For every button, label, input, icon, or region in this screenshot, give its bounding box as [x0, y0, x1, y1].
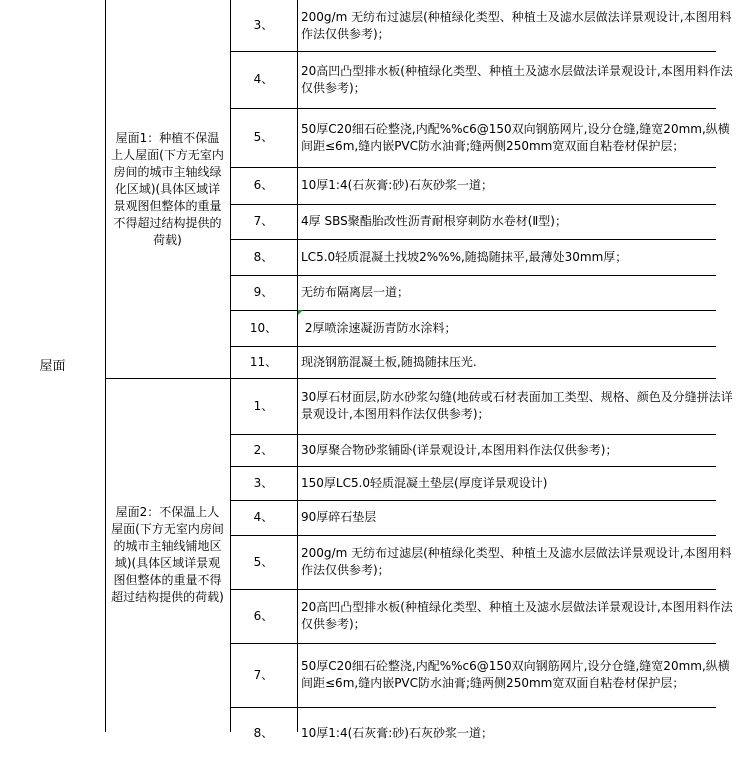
- row-number-cell[interactable]: [230, 204, 297, 239]
- row-description: 30厚聚合物砂浆铺卧(详景观设计,本图用料作法仅供参考)；: [301, 442, 618, 457]
- row-number-cell[interactable]: [230, 51, 297, 108]
- row-number: 3、: [253, 18, 274, 32]
- row-number-cell[interactable]: [230, 239, 297, 275]
- row-number-cell[interactable]: [230, 310, 297, 346]
- row-description-cell[interactable]: [297, 310, 756, 346]
- row-number-cell[interactable]: [230, 108, 297, 167]
- category-label: 屋面: [39, 358, 66, 374]
- row-number: 5、: [253, 554, 274, 569]
- row-description: 现浇钢筋混凝土板,随捣随抹压光.: [301, 354, 477, 369]
- row-number: 5、: [253, 130, 274, 144]
- row-description-cell[interactable]: [297, 239, 756, 275]
- group-1-name: 屋面1：种植不保温上人屋面(下方无室内房间的城市主轴线绿化区域)(具体区域详景观图但整体的重量不得超过结构提供的荷载): [111, 130, 224, 247]
- row-description-cell[interactable]: [297, 167, 756, 204]
- row-description: 90厚碎石垫层: [301, 510, 377, 524]
- row-description-cell[interactable]: [297, 434, 756, 466]
- row-divider: [230, 378, 716, 379]
- row-description-cell[interactable]: [297, 500, 756, 535]
- row-description-cell[interactable]: [297, 535, 756, 589]
- row-number-cell[interactable]: [230, 466, 297, 500]
- row-number-cell[interactable]: [230, 346, 297, 378]
- row-number-cell[interactable]: [230, 589, 297, 643]
- row-description-cell[interactable]: [297, 707, 756, 760]
- group-divider: [105, 378, 230, 379]
- group-2-name: 屋面2：不保温上人屋面(下方无室内房间的城市主轴线铺地区域)(具体区域详景观图但整体的重量不得超过结构提供的荷载): [111, 505, 224, 604]
- row-divider: [230, 535, 716, 536]
- row-number: 11、: [249, 354, 278, 369]
- row-description: 4厚 SBS聚酯胎改性沥青耐根穿刺防水卷材(Ⅱ型)；: [301, 214, 567, 228]
- group-2-name-cell[interactable]: [105, 378, 230, 732]
- row-divider: [230, 589, 716, 590]
- row-description: 10厚1:4(石灰膏:砂)石灰砂浆一道；: [301, 726, 493, 740]
- row-description-cell[interactable]: [297, 589, 756, 643]
- row-description-cell[interactable]: [297, 204, 756, 239]
- row-description: 20高凹凸型排水板(种植绿化类型、种植土及滤水层做法详景观设计,本图用料作法仅供参考)；: [301, 63, 733, 95]
- row-number: 10、: [249, 320, 278, 335]
- row-description-cell[interactable]: [297, 378, 756, 434]
- cell-comment-marker: [298, 310, 303, 315]
- row-number: 6、: [253, 178, 274, 192]
- row-description: 50厚C20细石砼整浇,内配%%c6@150双向钢筋网片,设分仓缝,缝宽20mm,纵横间距≤6m,缝内嵌PVC防水油膏;缝两侧250mm宽双面自粘卷材保护层；: [301, 121, 730, 153]
- row-description-cell[interactable]: [297, 51, 756, 108]
- row-number: 8、: [253, 726, 274, 740]
- row-divider: [230, 434, 716, 435]
- row-number-cell[interactable]: [230, 0, 297, 51]
- row-number: 8、: [253, 249, 274, 264]
- row-description-cell[interactable]: [297, 275, 756, 310]
- row-description: 20高凹凸型排水板(种植绿化类型、种植土及滤水层做法详景观设计,本图用料作法仅供参考)；: [301, 600, 733, 631]
- column-divider: [297, 0, 298, 732]
- row-description-cell[interactable]: [297, 346, 756, 378]
- row-number-cell[interactable]: [230, 500, 297, 535]
- row-description: 200g/m 无纺布过滤层(种植绿化类型、种植土及滤水层做法详景观设计,本图用料作法仅供参考)；: [301, 546, 732, 577]
- row-description: 150厚LC5.0轻质混凝土垫层(厚度详景观设计): [301, 475, 548, 490]
- row-number-cell[interactable]: [230, 167, 297, 204]
- row-number-cell[interactable]: [230, 275, 297, 310]
- row-divider: [230, 51, 716, 52]
- row-number-cell[interactable]: [230, 378, 297, 434]
- column-divider: [105, 0, 106, 732]
- group-1-name-cell[interactable]: [105, 0, 230, 378]
- category-cell[interactable]: [0, 0, 105, 732]
- row-number: 7、: [253, 214, 274, 228]
- row-number: 1、: [253, 398, 274, 413]
- row-number: 7、: [253, 667, 274, 682]
- row-divider: [230, 275, 716, 276]
- row-description: 10厚1:4(石灰膏:砂)石灰砂浆一道；: [301, 178, 493, 192]
- row-divider: [230, 346, 716, 347]
- row-number-cell[interactable]: [230, 434, 297, 466]
- row-description-cell[interactable]: [297, 0, 756, 51]
- column-divider: [230, 0, 231, 732]
- row-divider: [230, 239, 716, 240]
- row-divider: [230, 167, 716, 168]
- row-divider: [230, 108, 716, 109]
- row-number-cell[interactable]: [230, 535, 297, 589]
- row-description: LC5.0轻质混凝土找坡2%%%,随捣随抹平,最薄处30mm厚；: [301, 249, 628, 264]
- row-divider: [230, 500, 716, 501]
- row-description-cell[interactable]: [297, 643, 756, 707]
- row-description-cell[interactable]: [297, 108, 756, 167]
- row-description: 2厚喷涂速凝沥青防水涂料；: [301, 320, 457, 335]
- row-number: 9、: [253, 285, 274, 299]
- row-number: 3、: [253, 475, 274, 490]
- row-description: 200g/m 无纺布过滤层(种植绿化类型、种植土及滤水层做法详景观设计,本图用料作法仅供参考)；: [301, 9, 732, 41]
- row-number-cell[interactable]: [230, 707, 297, 760]
- row-divider: [230, 204, 716, 205]
- row-number: 6、: [253, 608, 274, 623]
- row-number: 4、: [253, 72, 274, 86]
- row-description: 30厚石材面层,防水砂浆勾缝(地砖或石材表面加工类型、规格、颜色及分缝拼法详景观设计,本图用料作法仅供参考)；: [301, 390, 733, 421]
- row-description: 50厚C20细石砼整浇,内配%%c6@150双向钢筋网片,设分仓缝,缝宽20mm,纵横间距≤6m,缝内嵌PVC防水油膏;缝两侧250mm宽双面自粘卷材保护层；: [301, 659, 730, 690]
- row-divider: [230, 643, 716, 644]
- row-divider: [230, 466, 716, 467]
- row-number: 4、: [253, 510, 274, 524]
- row-number: 2、: [253, 442, 274, 457]
- row-description-cell[interactable]: [297, 466, 756, 500]
- row-divider: [230, 707, 716, 708]
- row-description: 无纺布隔离层一道；: [301, 285, 410, 299]
- row-number-cell[interactable]: [230, 643, 297, 707]
